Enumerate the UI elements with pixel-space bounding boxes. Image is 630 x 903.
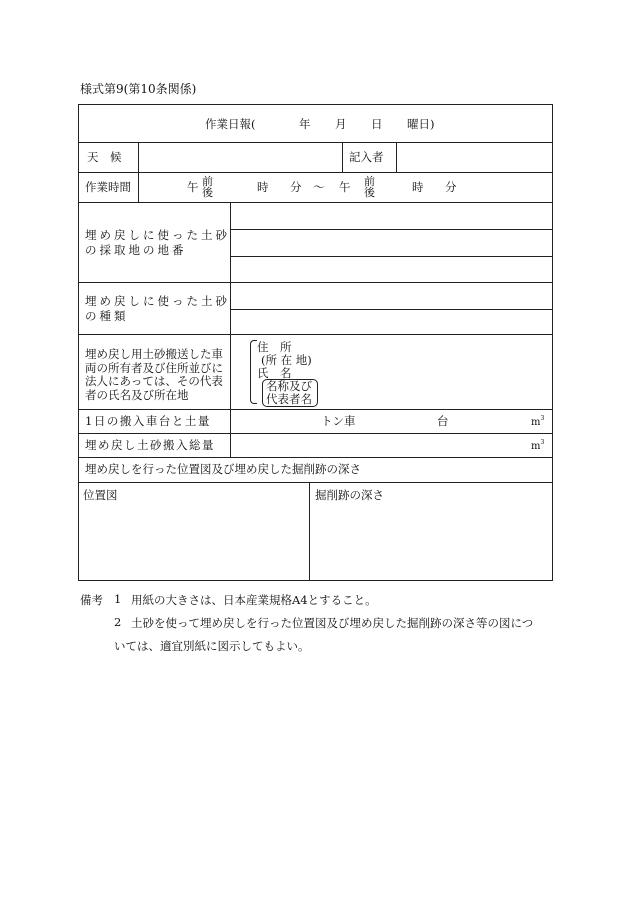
start-minute-label: 分 <box>290 180 302 194</box>
notes-prefix: 備考 <box>80 593 103 607</box>
daily-report-table <box>78 104 553 581</box>
note-1-number: 1 <box>114 592 122 606</box>
daily-count-label: 1日の搬入車台と土量 <box>85 414 211 428</box>
location-label: (所 在 地) <box>261 353 312 367</box>
note-1-text: 用紙の大きさは、日本産業規格A4とすること。 <box>131 593 377 607</box>
rep-name-label: 代表者名 <box>266 392 312 406</box>
start-am-pm-stack: 前 後 <box>202 175 213 199</box>
name-label: 氏 名 <box>257 366 292 380</box>
ton-truck-label: トン車 <box>321 414 356 428</box>
left-brace <box>250 340 257 404</box>
time-range-tilde: 〜 <box>313 180 325 194</box>
address-label: 住 所 <box>257 340 292 354</box>
end-hour-label: 時 <box>412 180 424 194</box>
units-label: 台 <box>437 414 449 428</box>
day-label: 日 <box>371 117 383 131</box>
year-label: 年 <box>299 117 311 131</box>
end-ampm-label: 午 <box>339 180 351 194</box>
report-title: 作業日報( <box>205 117 256 131</box>
month-label: 月 <box>335 117 347 131</box>
start-ampm-label: 午 <box>187 180 199 194</box>
soil-origin-label: 埋め戻しに使った土砂の採取地の地番 <box>85 228 230 257</box>
weather-label: 天 候 <box>87 150 122 164</box>
end-am-pm-stack: 前 後 <box>364 175 375 199</box>
total-volume-label: 埋め戻し土砂搬入総量 <box>85 438 215 452</box>
end-minute-label: 分 <box>445 180 457 194</box>
section-label: 埋め戻しを行った位置図及び埋め戻した掘削跡の深さ <box>85 462 361 476</box>
total-cubic-m: $m^3$ <box>531 439 545 452</box>
daily-cubic-m: $m^3$ <box>531 415 545 428</box>
note-2-text: 土砂を使って埋め戻しを行った位置図及び埋め戻した掘削跡の深さ等の図につ <box>131 616 534 630</box>
note-2-continuation: いては、適宜別紙に図示してもよい。 <box>114 639 310 653</box>
note-2-number: 2 <box>114 615 122 629</box>
form-number: 様式第9(第10条関係) <box>80 82 197 96</box>
recorder-label: 記入者 <box>349 150 384 164</box>
corp-name-label: 名称及び <box>266 379 312 393</box>
start-hour-label: 時 <box>257 180 269 194</box>
weekday-label: 曜日) <box>407 117 435 131</box>
map-label: 位置図 <box>83 488 118 502</box>
depth-label: 掘削跡の深さ <box>315 488 384 502</box>
work-time-label: 作業時間 <box>85 180 131 194</box>
transporter-label: 埋め戻し用土砂搬送した車両の所有者及び住所並びに法人にあっては、その代表者の氏名及び所在地 <box>85 347 223 402</box>
soil-type-label: 埋め戻しに使った土砂の種類 <box>85 294 230 323</box>
